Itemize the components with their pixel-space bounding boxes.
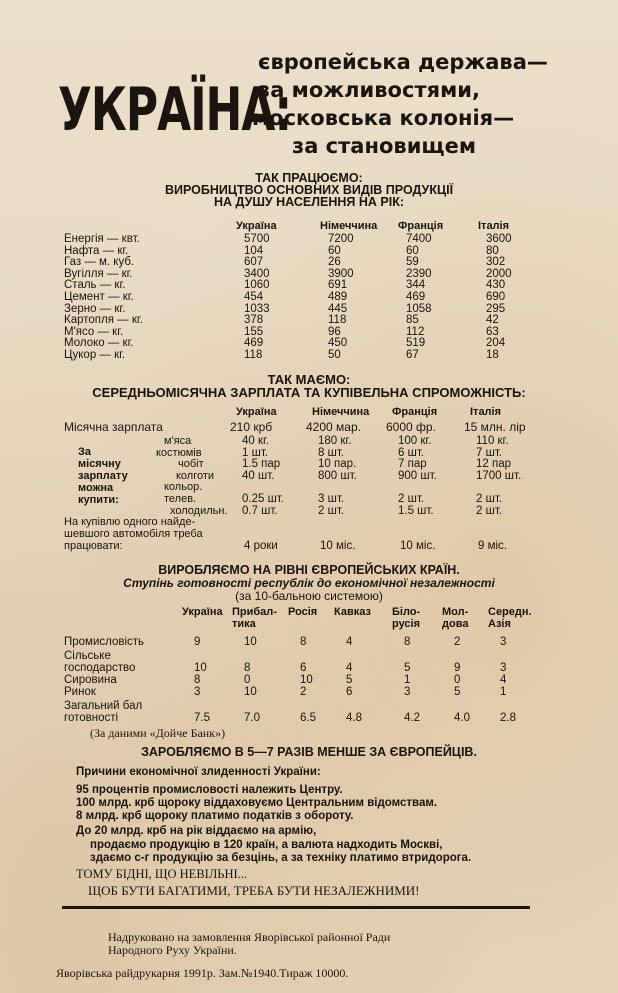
buy-item-value: 3 шт. [318, 493, 345, 505]
production-col-header: Україна [236, 220, 277, 232]
cause-line-5: продаємо продукцію в 120 країн, а валюта надходить Москві, [90, 839, 443, 851]
production-cell: 469 [244, 337, 264, 350]
production-cell: 112 [406, 325, 425, 338]
buy-item-label: чобіт [178, 458, 204, 470]
readiness-cell: 8 [194, 674, 201, 686]
production-row-label: Цукор — кг. [64, 349, 126, 361]
section2-heading-1: ТАК МАЄМО: [267, 372, 351, 387]
header-title: УКРАЇНА: [58, 76, 292, 145]
production-cell: 690 [486, 291, 506, 303]
readiness-cell: 7.0 [244, 712, 260, 724]
production-row-label: Молоко — кг. [64, 337, 134, 350]
production-cell: 1033 [244, 302, 270, 315]
buy-item-value: 40 шт. [242, 470, 275, 482]
production-cell: 67 [406, 349, 419, 361]
production-cell: 59 [406, 256, 419, 269]
salary-value: 15 млн. лір [464, 420, 526, 434]
cause-line-1: 95 процентів промисловості належить Центру. [76, 784, 343, 796]
readiness-cell: 5 [454, 686, 461, 698]
production-cell: 104 [244, 244, 264, 257]
readiness-cell: 3 [500, 662, 507, 674]
readiness-row-label: Сільське [64, 650, 111, 662]
buy-item-value: 7 пар [398, 458, 427, 470]
readiness-row-label: господарство [64, 662, 136, 674]
buy-item-label: холодильн. [170, 505, 228, 517]
car-label: працювати: [64, 540, 123, 552]
readiness-col-header: Кавказ [334, 606, 371, 618]
readiness-cell: 6 [300, 662, 307, 674]
header-line-2: за можливостями, [258, 78, 480, 102]
readiness-col-header: Середн. [488, 606, 532, 618]
buy-item-value: 10 пар. [318, 458, 357, 470]
production-cell: 118 [244, 349, 263, 361]
production-row-label: Газ — м. куб. [64, 256, 135, 269]
readiness-col-header: Прибал- [232, 606, 277, 618]
production-cell: 3400 [244, 267, 270, 280]
readiness-cell: 3 [404, 686, 411, 698]
readiness-cell: 0 [244, 674, 251, 686]
section2-heading-2: СЕРЕДНЬОМІСЯЧНА ЗАРПЛАТА ТА КУПІВЕЛЬНА СПРОМОЖНІСТЬ: [92, 385, 526, 400]
production-cell: 118 [328, 314, 347, 327]
section1-heading-2: ВИРОБНИЦТВО ОСНОВНИХ ВИДІВ ПРОДУКЦІЇ [164, 183, 454, 197]
production-cell: 445 [328, 302, 348, 315]
readiness-cell: 10 [194, 662, 207, 674]
buy-item-value: 1.5 пар [242, 458, 281, 470]
production-cell: 2000 [486, 267, 512, 280]
production-cell: 7200 [328, 233, 354, 245]
readiness-row-label: Загальний бал [64, 700, 143, 712]
production-cell: 519 [406, 337, 426, 350]
buy-item-value: 1 шт. [242, 447, 269, 459]
readiness-cell: 4 [346, 662, 353, 674]
buy-item-value: 2 шт. [476, 493, 503, 505]
readiness-col-header: Росія [288, 606, 318, 618]
buy-side-label: місячну [78, 458, 121, 470]
readiness-cell: 4 [500, 674, 507, 686]
footer-imprint: Яворівська райдрукарня 1991р. Зам.№1940.Тираж 10000. [56, 966, 349, 980]
readiness-cell: 8 [244, 662, 251, 674]
production-col-header: Німеччина [320, 220, 378, 232]
buy-item-value: 8 шт. [318, 447, 345, 459]
production-row-label: Сталь — кг. [64, 279, 126, 292]
buy-item-value: 40 кг. [242, 435, 270, 447]
production-cell: 430 [486, 279, 506, 292]
salary-value: 4200 мар. [306, 420, 361, 434]
cause-line-2: 100 млрд. крб щороку віддаховуємо Центральним відомствам. [76, 797, 438, 809]
production-cell: 60 [328, 244, 341, 257]
salary-label: Місячна зарплата [64, 420, 163, 434]
car-value: 10 міс. [400, 540, 436, 552]
cause-line-4: До 20 млрд. крб на рік віддаємо на армію, [76, 825, 317, 837]
readiness-cell: 10 [244, 686, 257, 698]
salary-col-header: Німеччина [312, 406, 370, 418]
section1-heading-3: НА ДУШУ НАСЕЛЕННЯ НА РІК: [213, 195, 405, 209]
section4-heading: ЗАРОБЛЯЄМО В 5—7 РАЗІВ МЕНШЕ ЗА ЄВРОПЕЙЦІВ. [141, 745, 477, 759]
readiness-row-label: готовності [64, 712, 119, 724]
buy-item-value: 2 шт. [476, 505, 503, 517]
readiness-col-header: русія [392, 618, 421, 630]
production-cell: 96 [328, 325, 341, 338]
buy-item-label: костюмів [156, 447, 202, 459]
production-cell: 3900 [328, 267, 354, 280]
readiness-col-header: Мол- [442, 606, 469, 618]
section3-heading-1: ВИРОБЛЯЄМО НА РІВНІ ЄВРОПЕЙСЬКИХ КРАЇН. [158, 563, 460, 577]
production-cell: 3600 [486, 233, 512, 245]
cause-line-3: 8 млрд. крб щороку платимо податків з обороту. [76, 810, 354, 822]
readiness-cell: 9 [454, 662, 461, 674]
production-cell: 80 [486, 244, 499, 257]
salary-col-header: Франція [392, 406, 438, 418]
buy-side-label: можна [78, 482, 114, 494]
readiness-cell: 1 [500, 686, 507, 698]
header-line-4: за становищем [292, 134, 477, 158]
header-line-1: європейська держава— [258, 50, 548, 74]
salary-col-header: Україна [236, 406, 277, 418]
buy-item-value: 1.5 шт. [398, 505, 434, 517]
production-cell: 1060 [244, 279, 270, 292]
buy-side-label: купити: [78, 494, 119, 506]
readiness-cell: 1 [404, 674, 411, 686]
production-cell: 63 [486, 325, 499, 338]
readiness-cell: 8 [300, 636, 307, 648]
production-cell: 450 [328, 337, 348, 350]
readiness-row-label: Промисловість [64, 636, 145, 648]
production-cell: 691 [328, 279, 348, 292]
buy-side-label: За [78, 446, 92, 458]
buy-item-label: телев. [164, 493, 197, 505]
buy-item-value: 2 шт. [318, 505, 345, 517]
readiness-cell: 2 [300, 686, 307, 698]
buy-item-value: 7 шт. [476, 447, 503, 459]
production-cell: 26 [328, 256, 341, 269]
production-cell: 607 [244, 256, 264, 269]
production-cell: 2390 [406, 267, 432, 280]
footer-divider [62, 906, 530, 909]
readiness-cell: 8 [404, 636, 411, 648]
production-cell: 295 [486, 302, 506, 315]
buy-item-value: 110 кг. [476, 435, 509, 447]
car-label: шевшого автомобіля треба [64, 528, 203, 540]
production-cell: 85 [406, 314, 419, 327]
buy-item-value: 100 кг. [398, 435, 432, 447]
buy-item-label: м'яса [164, 435, 192, 447]
readiness-cell: 5 [404, 662, 411, 674]
production-cell: 302 [486, 256, 506, 269]
salary-col-header: Італія [470, 406, 502, 418]
readiness-cell: 6 [346, 686, 353, 698]
readiness-cell: 4 [346, 636, 353, 648]
causes-title: Причини економічної злиденності України: [76, 766, 321, 778]
production-cell: 5700 [244, 233, 270, 245]
footer-line-2: Народного Руху України. [108, 943, 237, 957]
readiness-cell: 3 [194, 686, 201, 698]
source-note: (За даними «Дойче Банк») [90, 726, 226, 740]
buy-item-label: кольор. [164, 481, 203, 493]
production-row-label: Картопля — кг. [64, 314, 143, 327]
readiness-cell: 9 [194, 636, 201, 648]
production-cell: 378 [244, 314, 264, 327]
buy-item-value: 900 шт. [398, 470, 437, 482]
buy-item-value: 12 пар [476, 458, 512, 470]
readiness-cell: 2.8 [500, 712, 516, 724]
readiness-row-label: Сировина [64, 674, 117, 686]
readiness-row-label: Ринок [64, 686, 96, 698]
readiness-cell: 10 [244, 636, 257, 648]
readiness-cell: 5 [346, 674, 353, 686]
poor-line: ТОМУ БІДНІ, ЩО НЕВІЛЬНІ... [76, 867, 248, 881]
readiness-cell: 10 [300, 674, 313, 686]
buy-item-value: 800 шт. [318, 470, 357, 482]
production-cell: 50 [328, 349, 341, 361]
buy-item-label: колготи [176, 470, 215, 482]
production-row-label: Енергія — квт. [64, 233, 140, 245]
readiness-cell: 2 [454, 636, 461, 648]
footer-line-1: Надруковано на замовлення Яворівської районної Ради [108, 930, 391, 944]
buy-side-label: зарплату [78, 470, 128, 482]
production-cell: 1058 [406, 302, 432, 315]
section3-heading-3: (за 10-бальною системою) [235, 589, 383, 603]
buy-item-value: 2 шт. [398, 493, 425, 505]
slogan-line: ЩОБ БУТИ БАГАТИМИ, ТРЕБА БУТИ НЕЗАЛЕЖНИМИ! [88, 883, 420, 898]
readiness-col-header: Біло- [392, 606, 421, 618]
readiness-col-header: Україна [182, 606, 223, 618]
production-row-label: Зерно — кг. [64, 302, 126, 315]
readiness-cell: 4.0 [454, 712, 470, 724]
production-cell: 155 [244, 325, 264, 338]
readiness-col-header: тика [232, 618, 256, 630]
production-row-label: М'ясо — кг. [64, 325, 124, 338]
buy-item-value: 0.7 шт. [242, 505, 278, 517]
buy-item-value: 6 шт. [398, 447, 425, 459]
production-cell: 7400 [406, 233, 432, 245]
readiness-cell: 6.5 [300, 712, 316, 724]
readiness-cell: 7.5 [194, 712, 210, 724]
buy-item-value: 1700 шт. [476, 470, 522, 482]
production-row-label: Вугілля — кг. [64, 267, 133, 280]
cause-line-6: здаємо с-г продукцію за безцінь, а за техніку платимо втридорога. [90, 852, 472, 864]
production-cell: 60 [406, 244, 419, 257]
car-value: 9 міс. [478, 540, 507, 552]
production-cell: 489 [328, 291, 348, 303]
readiness-cell: 4.2 [404, 712, 420, 724]
readiness-col-header: дова [442, 618, 469, 630]
header-line-3: московська колонія— [252, 106, 515, 130]
section3-heading-2: Ступінь готовності республік до економічної незалежності [123, 576, 495, 590]
production-cell: 42 [486, 314, 499, 327]
car-label: На купівлю одного найде- [64, 516, 196, 528]
production-row-label: Нафта — кг. [64, 244, 129, 257]
production-col-header: Франція [398, 220, 444, 232]
readiness-cell: 0 [454, 674, 461, 686]
car-value: 4 роки [244, 540, 278, 552]
production-cell: 204 [486, 337, 506, 350]
readiness-cell: 4.8 [346, 712, 362, 724]
section1-heading-1: ТАК ПРАЦЮЄМО: [255, 171, 363, 185]
readiness-col-header: Азія [488, 618, 511, 630]
buy-item-value: 0.25 шт. [242, 493, 284, 505]
production-cell: 454 [244, 291, 264, 303]
production-cell: 469 [406, 291, 426, 303]
salary-value: 210 крб [230, 420, 273, 434]
salary-value: 6000 фр. [386, 420, 436, 434]
production-cell: 344 [406, 279, 426, 292]
car-value: 10 міс. [320, 540, 356, 552]
production-row-label: Цемент — кг. [64, 291, 134, 303]
readiness-cell: 3 [500, 636, 507, 648]
production-col-header: Італія [478, 220, 510, 232]
production-cell: 18 [486, 349, 499, 361]
buy-item-value: 180 кг. [318, 435, 352, 447]
